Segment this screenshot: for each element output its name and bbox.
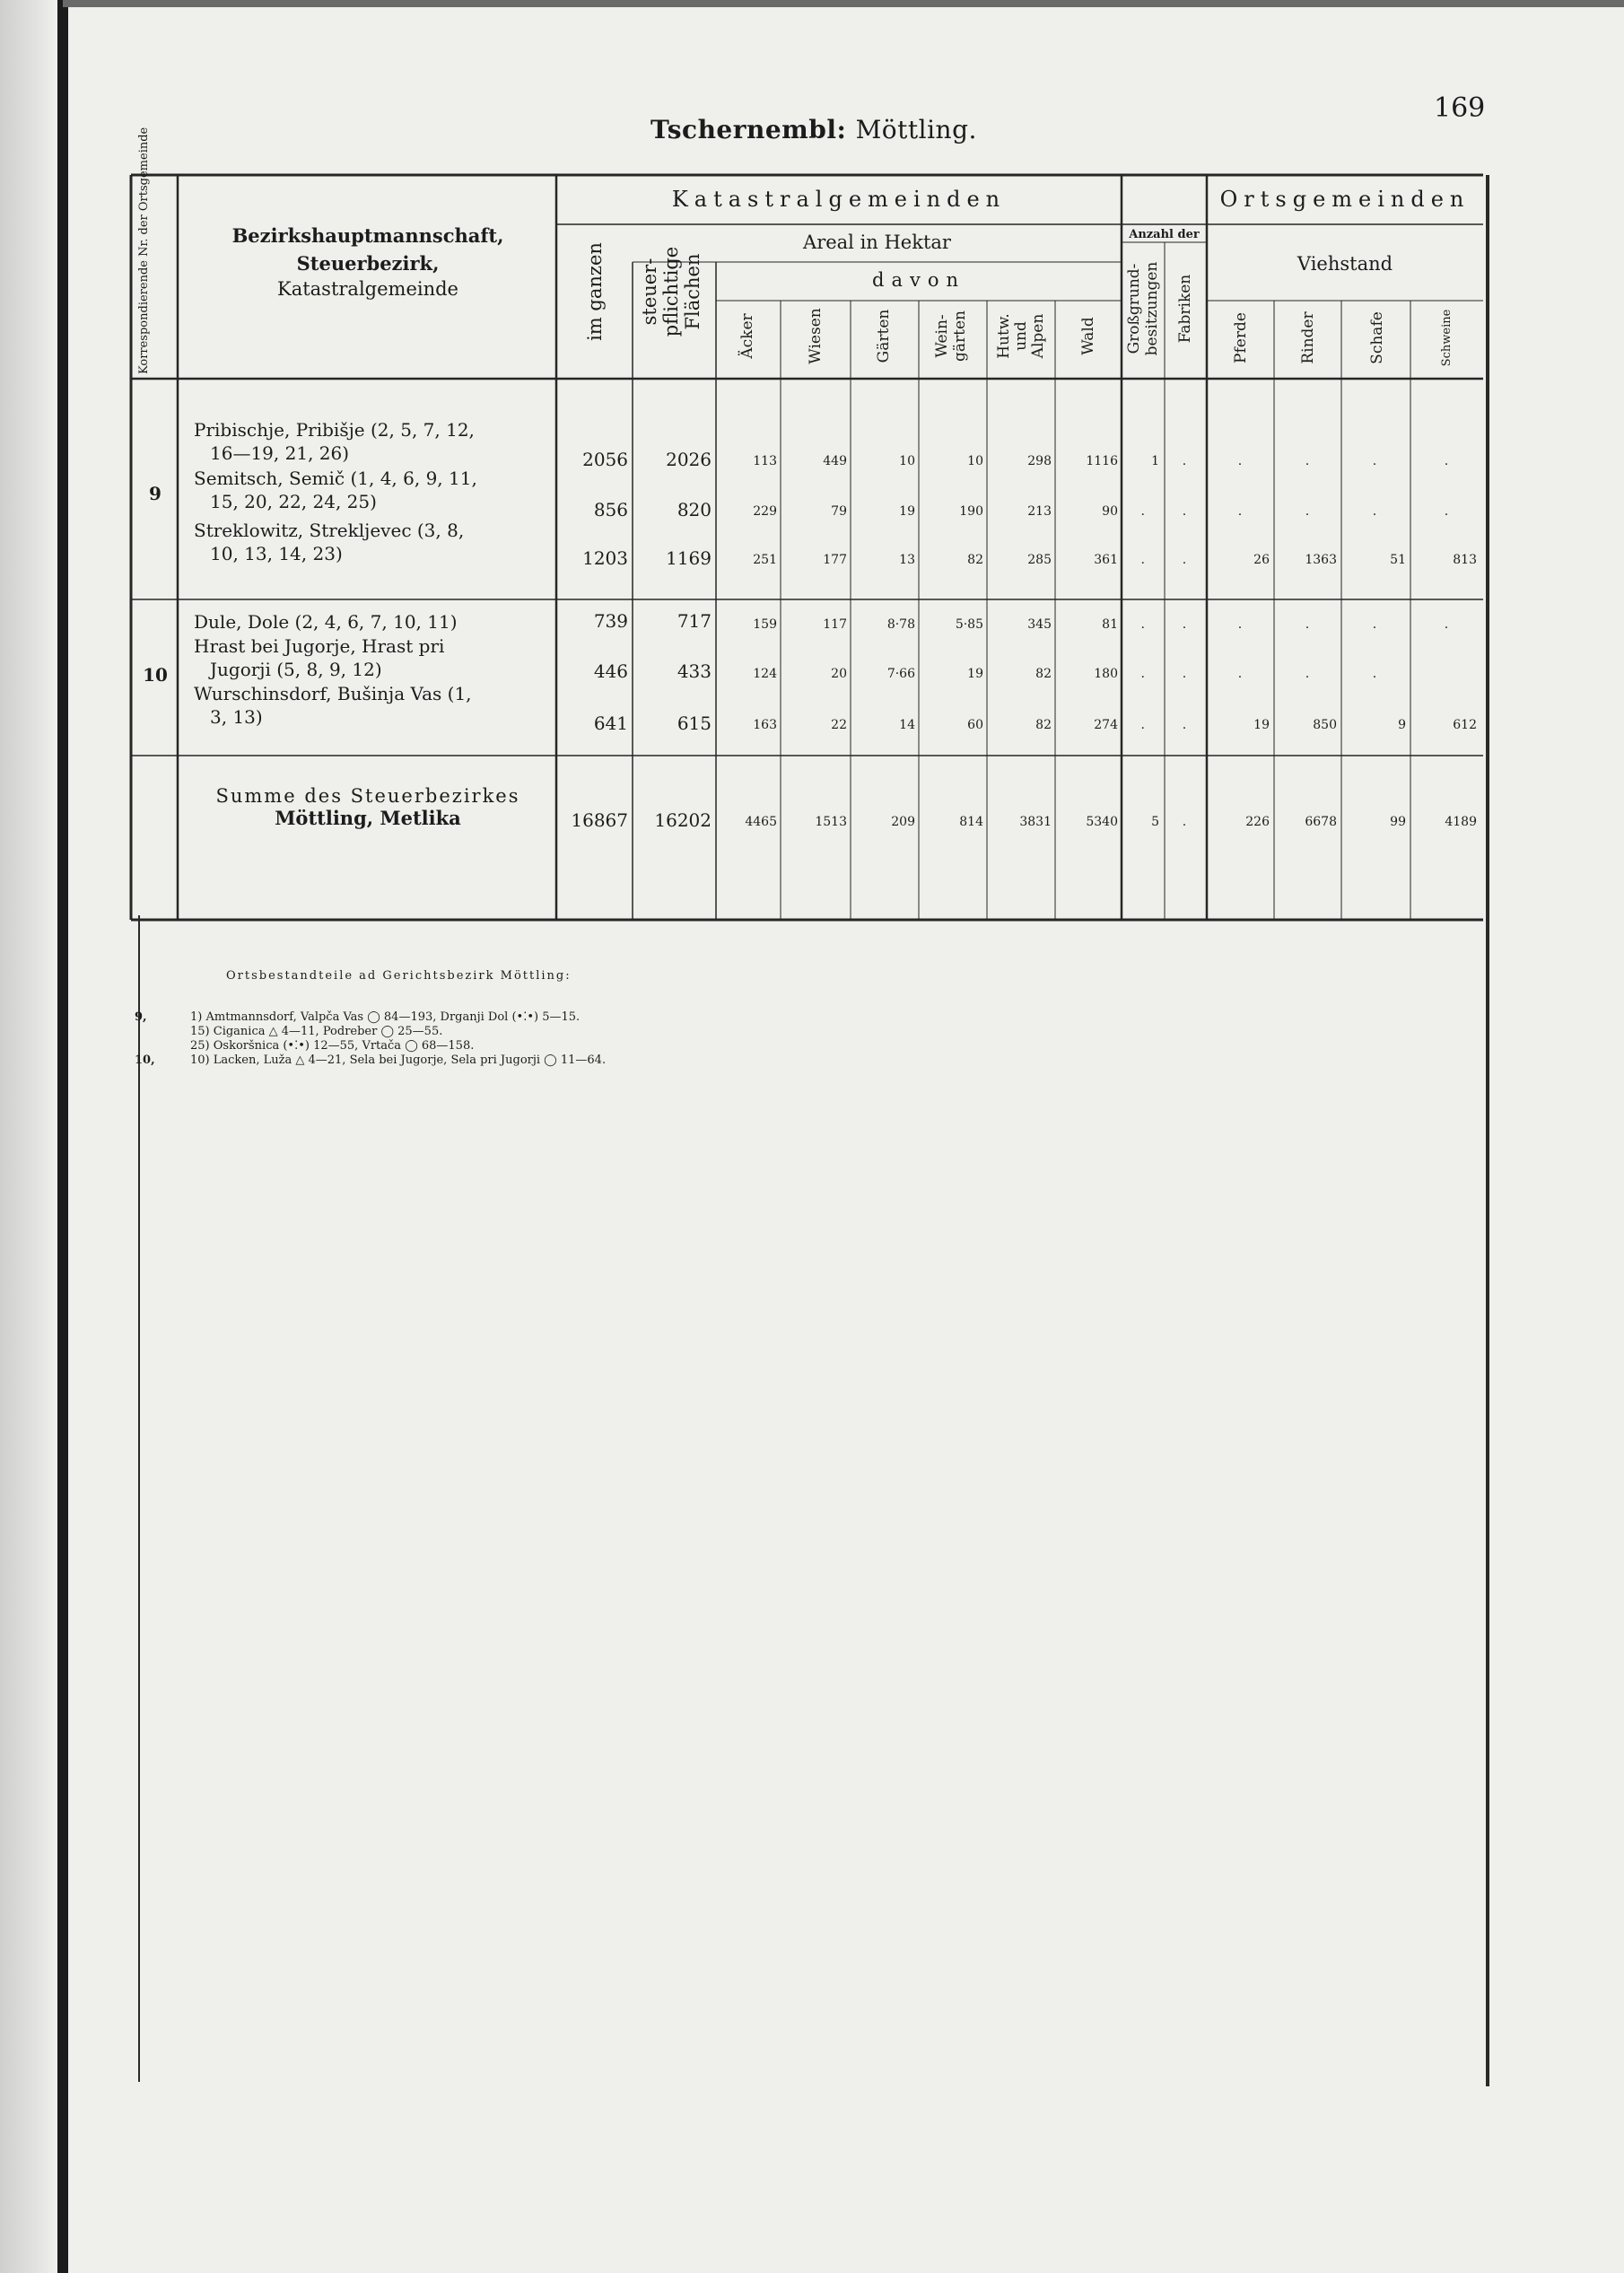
cell-grossgrund: . xyxy=(1140,553,1145,567)
cell-schweine: 612 xyxy=(1453,718,1477,732)
cell-pferde: 19 xyxy=(1253,718,1270,732)
header-rinder: Rinder xyxy=(1299,311,1317,364)
header-katastralgemeinde: Katastralgemeinde xyxy=(277,278,458,300)
header-wald: Wald xyxy=(1079,317,1097,355)
cell-pferde: . xyxy=(1237,454,1243,468)
table-row-name: Hrast bei Jugorje, Hrast pri Jugorji (5, 8, 9, 12) xyxy=(194,635,445,680)
header-bezirkshauptmannschaft: Bezirkshauptmannschaft, xyxy=(231,224,504,247)
cell-grossgrund: . xyxy=(1140,504,1145,519)
cell-wald: 361 xyxy=(1094,553,1118,567)
cell-wiesen: 117 xyxy=(823,617,847,632)
cell-hutweiden: 285 xyxy=(1027,553,1052,567)
cell-im-ganzen: 641 xyxy=(593,712,628,734)
cell-weingaerten: 5·85 xyxy=(955,617,983,632)
cell-wiesen: 22 xyxy=(831,718,847,732)
summary-pferde: 226 xyxy=(1245,815,1270,829)
cell-im-ganzen: 446 xyxy=(593,660,628,682)
cell-pferde: 26 xyxy=(1253,553,1270,567)
header-areal: Areal in Hektar xyxy=(803,232,951,253)
header-viehstand: Viehstand xyxy=(1297,253,1393,275)
summary-rinder: 6678 xyxy=(1305,815,1337,829)
cell-hutweiden: 213 xyxy=(1027,504,1052,519)
header-grossgrundbesitzungen: Großgrund- besitzungen xyxy=(1125,261,1161,356)
summary-label: Summe des Steuerbezirkes Möttling, Metlika xyxy=(215,785,520,829)
header-im-ganzen: im ganzen xyxy=(584,242,606,341)
summary-weingaerten: 814 xyxy=(959,815,983,829)
cell-aecker: 124 xyxy=(753,667,777,681)
page-title-district: Tschernembl: xyxy=(650,115,847,144)
cell-aecker: 159 xyxy=(753,617,777,632)
header-steuerbezirk: Steuerbezirk, xyxy=(296,252,440,275)
table-row-name: Dule, Dole (2, 4, 6, 7, 10, 11) xyxy=(194,611,458,633)
cell-fabriken: . xyxy=(1182,504,1187,519)
header-davon: davon xyxy=(872,269,965,291)
cell-schafe: . xyxy=(1372,617,1377,632)
header-katastralgemeinden: Katastralgemeinden xyxy=(671,187,1007,212)
cell-gaerten: 14 xyxy=(899,718,915,732)
cell-grossgrund: . xyxy=(1140,617,1145,632)
cell-schafe: . xyxy=(1372,454,1377,468)
cell-im-ganzen: 856 xyxy=(593,499,628,520)
cell-hutweiden: 82 xyxy=(1035,667,1052,681)
cell-hutweiden: 82 xyxy=(1035,718,1052,732)
header-bezirk xyxy=(179,224,556,300)
cell-steuer: 433 xyxy=(677,660,712,682)
cell-gaerten: 7·66 xyxy=(886,667,915,681)
footnote-entry: 25) Oskoršnica (•⁚•) 12—55, Vrtača ◯ 68—158. xyxy=(190,1039,475,1053)
cell-grossgrund: . xyxy=(1140,718,1145,732)
cell-weingaerten: 10 xyxy=(967,454,983,468)
cell-aecker: 251 xyxy=(753,553,777,567)
footnote-entry: 15) Ciganica △ 4—11, Podreber ◯ 25—55. xyxy=(190,1025,443,1038)
footnote-entry: 10) Lacken, Luža △ 4—21, Sela bei Jugorje, Sela pri Jugorji ◯ 11—64. xyxy=(190,1053,607,1067)
cell-aecker: 163 xyxy=(753,718,777,732)
summary-grossgrund: 5 xyxy=(1151,815,1159,829)
header-fabriken: Fabriken xyxy=(1176,274,1194,344)
cell-wald: 90 xyxy=(1102,504,1118,519)
cell-schafe: . xyxy=(1372,504,1377,519)
cell-schweine: . xyxy=(1444,504,1449,519)
page-number: 169 xyxy=(1434,92,1486,124)
table-row-name: Semitsch, Semič (1, 4, 6, 9, 11, 15, 20, 22, 24, 25) xyxy=(194,468,477,512)
cell-rinder: 850 xyxy=(1313,718,1337,732)
table-row-name: Streklowitz, Strekljevec (3, 8, 10, 13, 14, 23) xyxy=(194,520,465,564)
cell-schafe: . xyxy=(1372,667,1377,681)
cell-fabriken: . xyxy=(1182,454,1187,468)
cell-steuer: 615 xyxy=(677,712,712,734)
header-nr-label: Korrespondierende Nr. der Ortsgemeinde xyxy=(137,127,151,374)
cell-weingaerten: 19 xyxy=(967,667,983,681)
cell-rinder: . xyxy=(1305,454,1310,468)
cell-aecker: 229 xyxy=(753,504,777,519)
cell-gaerten: 10 xyxy=(899,454,915,468)
cell-wald: 1116 xyxy=(1086,454,1118,468)
cell-weingaerten: 190 xyxy=(959,504,983,519)
group-number: 10 xyxy=(143,664,168,686)
header-weingaerten: Wein- gärten xyxy=(933,310,969,362)
cell-fabriken: . xyxy=(1182,667,1187,681)
cell-wald: 274 xyxy=(1094,718,1118,732)
cell-rinder: . xyxy=(1305,504,1310,519)
cell-schweine: 813 xyxy=(1453,553,1477,567)
header-schafe: Schafe xyxy=(1368,311,1386,364)
cell-wald: 180 xyxy=(1094,667,1118,681)
cell-pferde: . xyxy=(1237,504,1243,519)
cell-hutweiden: 298 xyxy=(1027,454,1052,468)
footnote-entry: 1) Amtmannsdorf, Valpča Vas ◯ 84—193, Drganji Dol (•⁚•) 5—15. xyxy=(190,1010,581,1024)
summary-schafe: 99 xyxy=(1390,815,1406,829)
cell-schafe: 9 xyxy=(1398,718,1406,732)
cell-steuer: 820 xyxy=(677,499,712,520)
cell-pferde: . xyxy=(1237,617,1243,632)
page-right-rule xyxy=(1486,175,1489,2086)
table-row-name: Wurschinsdorf, Bušinja Vas (1, 3, 13) xyxy=(194,683,472,728)
cell-wald: 81 xyxy=(1102,617,1118,632)
cell-pferde: . xyxy=(1237,667,1243,681)
cell-grossgrund: . xyxy=(1140,667,1145,681)
summary-hutweiden: 3831 xyxy=(1019,815,1052,829)
cell-im-ganzen: 739 xyxy=(593,610,628,632)
summary-aecker: 4465 xyxy=(745,815,777,829)
cell-grossgrund: 1 xyxy=(1151,454,1159,468)
cell-rinder: 1363 xyxy=(1305,553,1337,567)
cell-gaerten: 13 xyxy=(899,553,915,567)
page-title-place: Möttling. xyxy=(855,115,977,144)
cell-steuer: 1169 xyxy=(666,547,712,569)
footnote-heading: Ortsbestandteile ad Gerichtsbezirk Möttling: xyxy=(226,969,572,983)
header-anzahl: Anzahl der xyxy=(1129,228,1200,241)
cell-fabriken: . xyxy=(1182,718,1187,732)
summary-wald: 5340 xyxy=(1086,815,1118,829)
cell-rinder: . xyxy=(1305,667,1310,681)
footnote-mark: 10, xyxy=(135,1053,155,1067)
cell-im-ganzen: 2056 xyxy=(582,449,628,470)
cell-schafe: 51 xyxy=(1390,553,1406,567)
cell-steuer: 2026 xyxy=(666,449,712,470)
cell-rinder: . xyxy=(1305,617,1310,632)
cell-im-ganzen: 1203 xyxy=(582,547,628,569)
header-wiesen: Wiesen xyxy=(807,308,825,364)
header-pferde: Pferde xyxy=(1232,312,1250,363)
header-gaerten: Gärten xyxy=(875,309,893,363)
header-steuerpflichtige-flaechen: steuer- pflichtige Flächen xyxy=(639,246,703,337)
summary-im-ganzen: 16867 xyxy=(571,809,628,831)
cell-gaerten: 19 xyxy=(899,504,915,519)
footnote-mark: 9, xyxy=(135,1010,147,1024)
cell-weingaerten: 82 xyxy=(967,553,983,567)
header-aecker: Äcker xyxy=(738,313,756,359)
summary-fabriken: . xyxy=(1182,815,1187,829)
cell-steuer: 717 xyxy=(677,610,712,632)
cell-gaerten: 8·78 xyxy=(886,617,915,632)
cell-fabriken: . xyxy=(1182,617,1187,632)
cell-aecker: 113 xyxy=(753,454,777,468)
page-left-rule xyxy=(138,915,140,2082)
cell-schweine: . xyxy=(1444,454,1449,468)
header-schweine: Schweine xyxy=(1440,309,1454,367)
cell-fabriken: . xyxy=(1182,553,1187,567)
group-number: 9 xyxy=(149,483,162,504)
table-row-name: Pribischje, Pribišje (2, 5, 7, 12, 16—19, 21, 26) xyxy=(194,419,475,464)
cell-wiesen: 79 xyxy=(831,504,847,519)
cell-schweine: . xyxy=(1444,617,1449,632)
header-hutweiden-alpen: Hutw. und Alpen xyxy=(995,313,1047,359)
summary-gaerten: 209 xyxy=(891,815,915,829)
summary-wiesen: 1513 xyxy=(815,815,847,829)
summary-steuer: 16202 xyxy=(654,809,712,831)
cell-wiesen: 20 xyxy=(831,667,847,681)
cell-weingaerten: 60 xyxy=(967,718,983,732)
summary-schweine: 4189 xyxy=(1445,815,1477,829)
cell-hutweiden: 345 xyxy=(1027,617,1052,632)
cell-wiesen: 449 xyxy=(823,454,847,468)
header-ortsgemeinden: Ortsgemeinden xyxy=(1219,187,1471,212)
cell-wiesen: 177 xyxy=(823,553,847,567)
